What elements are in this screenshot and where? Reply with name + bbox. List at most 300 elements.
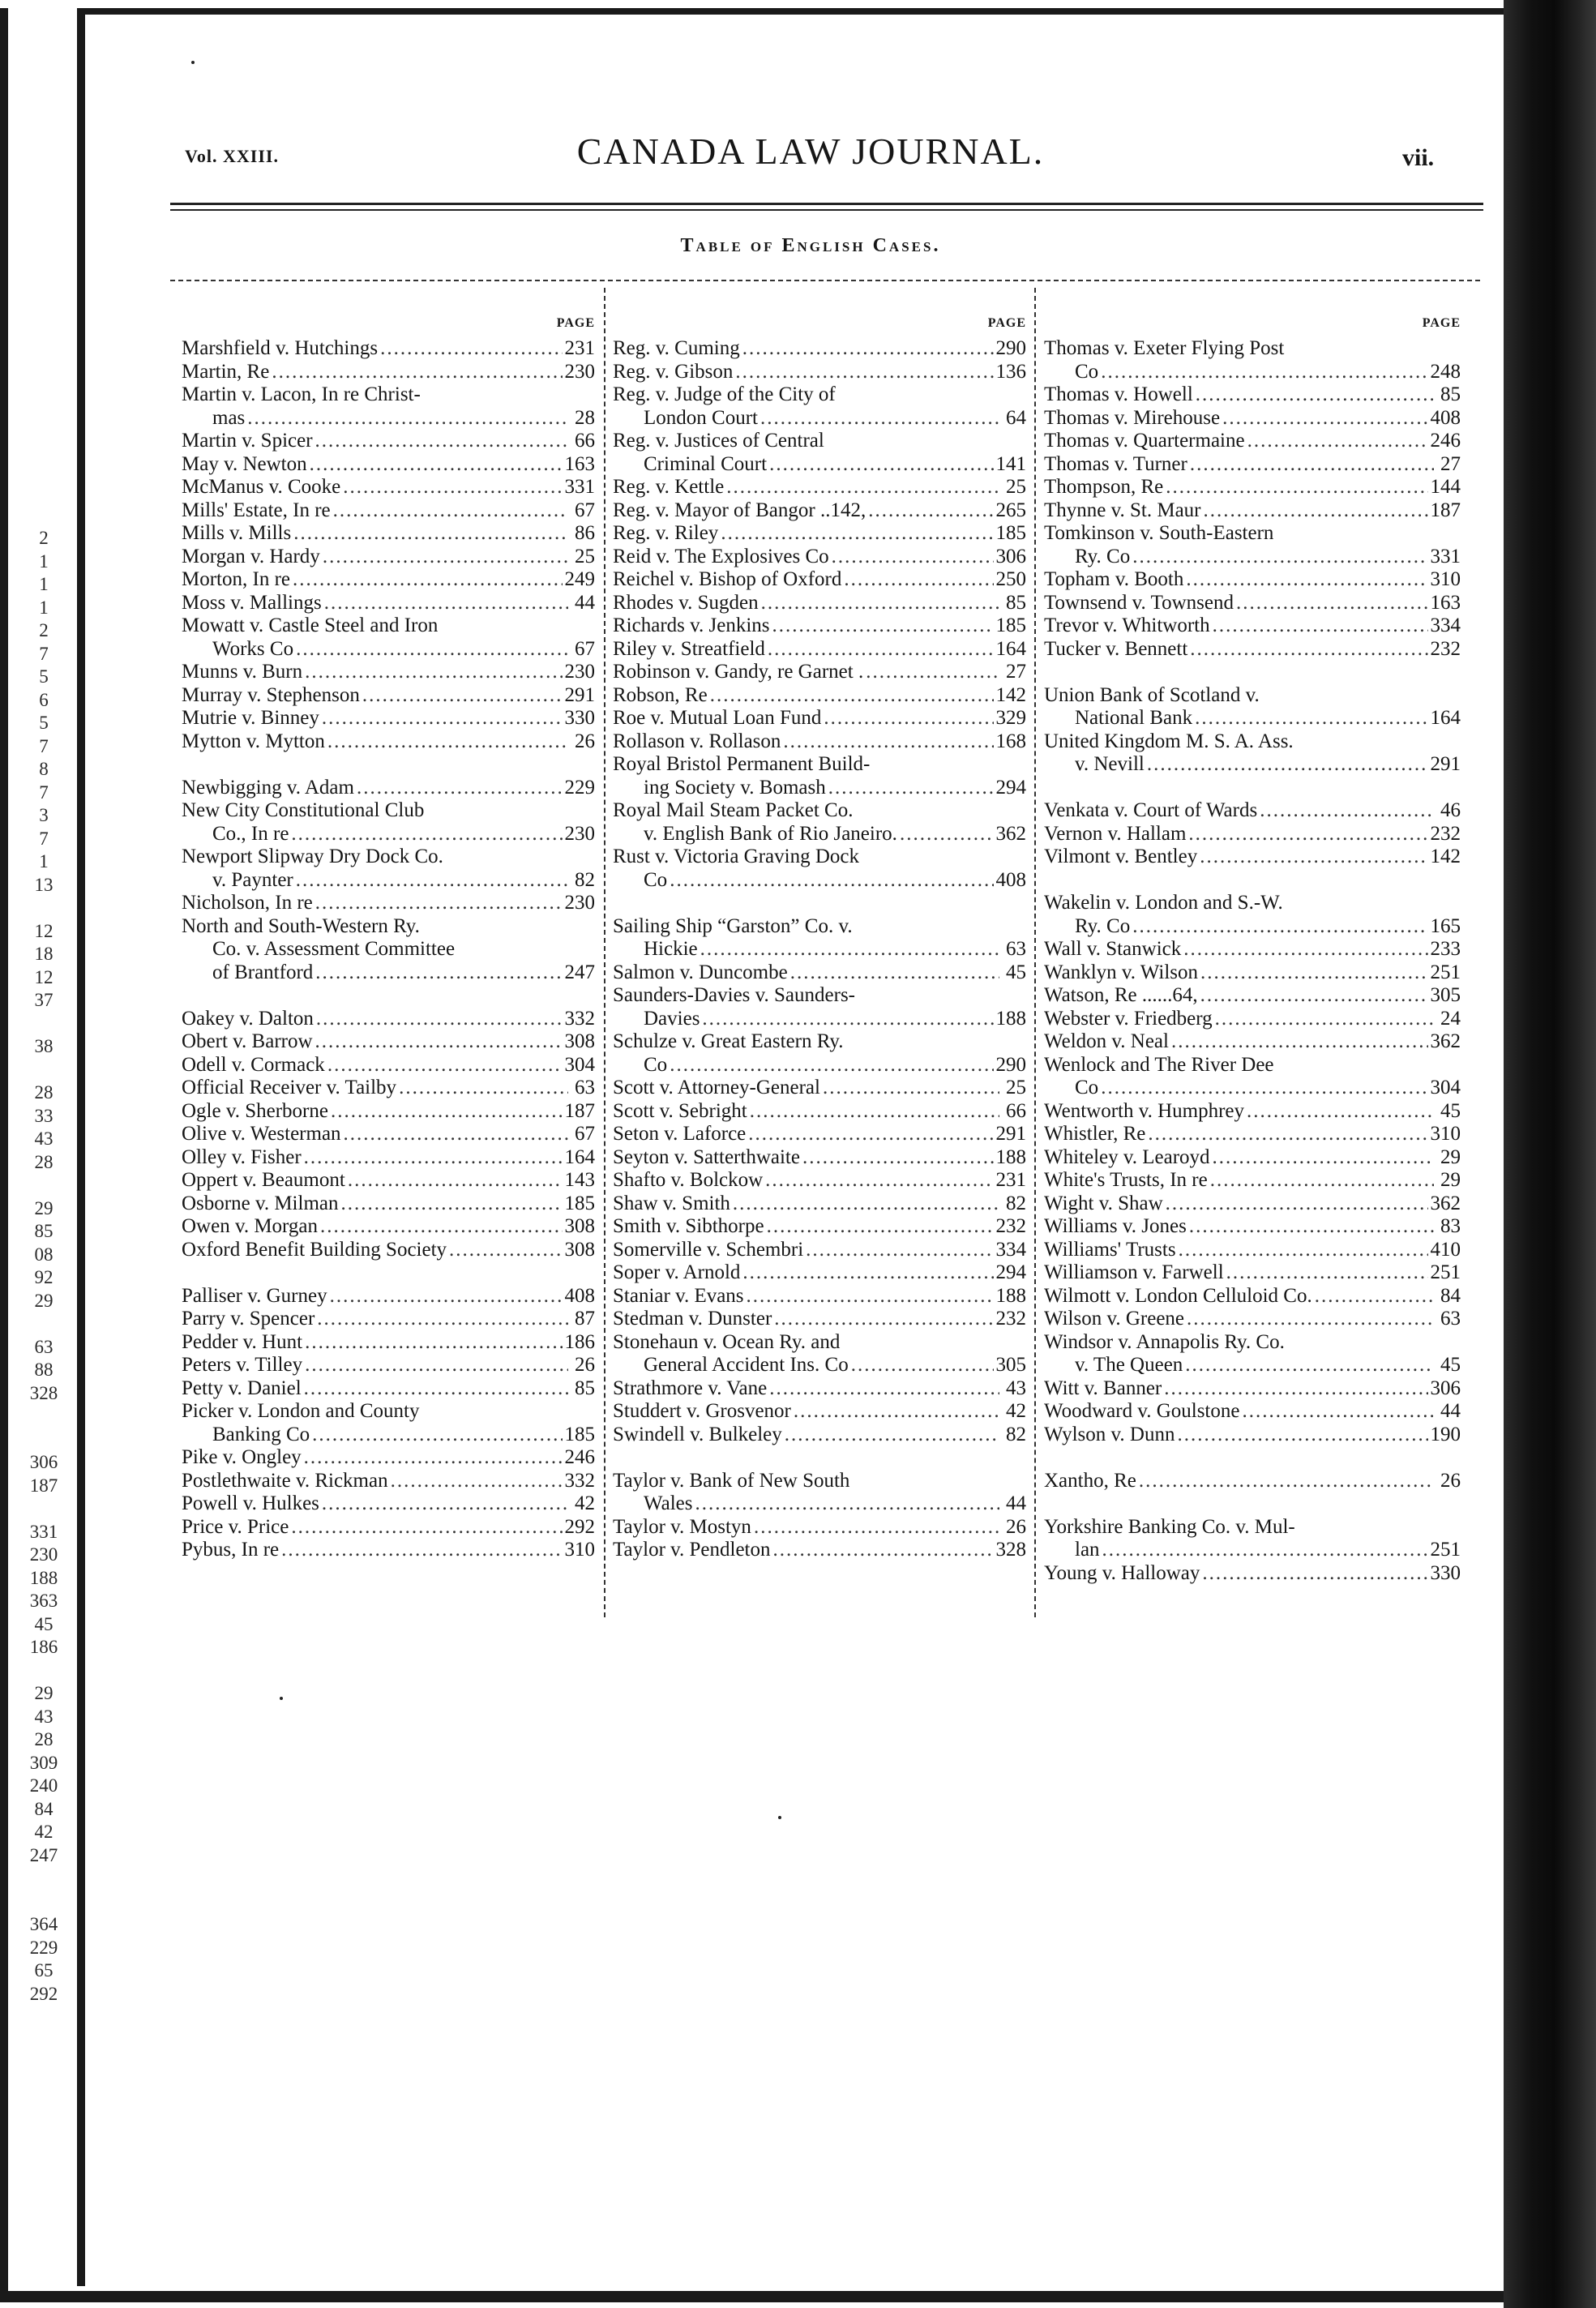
case-page-ref: 362 <box>995 822 1026 845</box>
margin-number <box>11 1659 76 1683</box>
case-entry <box>1044 568 1461 592</box>
margin-number: 364 <box>29 1914 58 1934</box>
scan-speck <box>280 1697 283 1700</box>
case-name: of Brantford <box>212 961 314 983</box>
page-column-label: PAGE <box>556 316 595 330</box>
case-page-ref: 142 <box>1430 846 1461 867</box>
case-entry <box>613 1492 1026 1516</box>
dot-leader <box>900 823 994 846</box>
dot-leader <box>783 730 993 754</box>
dot-leader <box>769 1377 999 1401</box>
case-name: Riley v. Streatfield <box>613 637 765 660</box>
dot-leader <box>868 499 993 523</box>
page-left-shadow <box>0 8 8 2302</box>
dot-leader <box>293 568 563 592</box>
dot-leader <box>750 1100 999 1124</box>
case-entry <box>182 476 595 499</box>
case-page-ref: 185 <box>995 522 1026 544</box>
journal-title: CANADA LAW JOURNAL. <box>576 131 1045 172</box>
case-page-ref: 410 <box>1430 1238 1461 1261</box>
case-name: Olley v. Fisher <box>182 1145 302 1168</box>
case-entry <box>613 730 1026 754</box>
case-page-ref: 66 <box>575 430 595 452</box>
case-page-ref: 305 <box>995 1354 1026 1376</box>
case-name: Robson, Re <box>613 683 708 706</box>
case-page-ref: 84 <box>1440 1284 1461 1307</box>
case-page-ref: 251 <box>1430 1261 1461 1283</box>
case-page-ref: 291 <box>1430 753 1461 775</box>
margin-number: 306 <box>29 1452 58 1472</box>
margin-number: 18 <box>34 944 53 964</box>
case-entry <box>1044 430 1461 453</box>
case-page-ref: 331 <box>1430 545 1461 567</box>
dot-leader <box>1200 984 1428 1008</box>
section-gap <box>613 1446 1026 1470</box>
case-entry <box>182 430 595 453</box>
case-entry <box>182 1446 595 1470</box>
case-entry <box>182 1539 595 1562</box>
margin-number: 7 <box>39 828 49 849</box>
dot-leader <box>296 638 568 662</box>
margin-number: 12 <box>34 920 53 941</box>
case-page-ref: 67 <box>575 1123 595 1145</box>
dot-leader <box>748 1123 993 1146</box>
case-name: Murray v. Stephenson <box>182 683 360 706</box>
case-entry <box>182 1400 595 1424</box>
dot-leader <box>1242 1400 1434 1424</box>
case-entry <box>613 984 1026 1008</box>
dot-leader <box>316 1008 563 1031</box>
margin-number <box>11 1059 76 1082</box>
dot-leader <box>327 730 568 754</box>
case-entry <box>1044 1470 1461 1493</box>
case-page-ref: 63 <box>1440 1308 1461 1330</box>
dot-leader <box>1315 1285 1434 1308</box>
case-name: Morton, In re <box>182 568 290 590</box>
case-page-ref: 185 <box>564 1192 595 1214</box>
case-name: Reg. v. Judge of the City of <box>613 383 836 405</box>
case-page-ref: 306 <box>995 545 1026 567</box>
case-page-ref: 310 <box>1430 568 1461 590</box>
case-entry <box>1044 892 1461 915</box>
margin-number: 331 <box>29 1521 58 1542</box>
case-name: Williams v. Jones <box>1044 1215 1187 1237</box>
case-name: Reid v. The Explosives Co <box>613 545 829 567</box>
case-name: Whistler, Re <box>1044 1123 1146 1145</box>
margin-number: 5 <box>39 713 49 733</box>
case-entry <box>182 1516 595 1539</box>
case-name: Pike v. Ongley <box>182 1446 302 1468</box>
margin-number: 1 <box>39 574 49 594</box>
case-page-ref: 328 <box>995 1539 1026 1561</box>
case-page-ref: 330 <box>1430 1561 1461 1584</box>
margin-number: 309 <box>29 1752 58 1773</box>
dot-leader <box>851 1354 994 1377</box>
case-entry <box>1044 592 1461 615</box>
dot-leader <box>315 961 562 985</box>
case-page-ref: 246 <box>564 1446 595 1468</box>
case-page-ref: 25 <box>575 545 595 567</box>
case-entry <box>1044 984 1461 1008</box>
dot-leader <box>1164 1377 1427 1401</box>
case-name: Reg. v. Gibson <box>613 360 734 383</box>
case-page-ref: 408 <box>995 868 1026 891</box>
case-name: Ry. Co <box>1075 914 1131 937</box>
case-name: Witt v. Banner <box>1044 1377 1162 1399</box>
margin-number: 7 <box>39 735 49 756</box>
case-entry <box>182 383 595 407</box>
dot-leader <box>1200 961 1427 985</box>
case-entry <box>613 638 1026 662</box>
case-name: Topham v. Booth <box>1044 568 1184 590</box>
margin-number: 28 <box>34 1729 53 1749</box>
section-gap <box>1044 777 1461 800</box>
case-page-ref: 290 <box>995 337 1026 359</box>
case-page-ref: 188 <box>995 1284 1026 1307</box>
case-name: Palliser v. Gurney <box>182 1284 327 1307</box>
dot-leader <box>449 1239 562 1262</box>
dot-leader <box>1183 938 1427 961</box>
case-name: Vernon v. Hallam <box>1044 822 1187 845</box>
case-name: Young v. Halloway <box>1044 1561 1200 1584</box>
case-name: Townsend v. Townsend <box>1044 591 1234 614</box>
case-name: White's Trusts, In re <box>1044 1169 1208 1191</box>
case-name: United Kingdom M. S. A. Ass. <box>1044 730 1294 752</box>
margin-number <box>11 1497 76 1521</box>
case-entry <box>182 1354 595 1377</box>
case-name: Osborne v. Milman <box>182 1192 339 1214</box>
case-page-ref: 186 <box>564 1330 595 1353</box>
case-entry <box>1044 1008 1461 1031</box>
case-page-ref: 305 <box>1430 984 1461 1006</box>
dot-leader <box>320 1215 562 1239</box>
case-page-ref: 408 <box>1430 406 1461 429</box>
case-page-ref: 247 <box>564 961 595 983</box>
case-name: Olive v. Westerman <box>182 1123 341 1145</box>
dot-leader <box>1179 1239 1428 1262</box>
case-page-ref: 308 <box>564 1238 595 1261</box>
case-page-ref: 82 <box>1006 1192 1026 1214</box>
dot-leader <box>305 661 562 684</box>
case-name: Tomkinson v. South-Eastern <box>1044 522 1274 544</box>
case-name: Thomas v. Howell <box>1044 383 1193 405</box>
case-name: Seyton v. Satterthwaite <box>613 1145 800 1168</box>
page-number: vii. <box>1402 144 1435 171</box>
dot-leader <box>785 1424 999 1447</box>
case-entry <box>613 707 1026 730</box>
case-name: New City Constitutional Club <box>182 799 425 821</box>
book-spine <box>1504 0 1596 2308</box>
section-gap <box>613 892 1026 915</box>
case-name: Strathmore v. Vane <box>613 1377 768 1399</box>
case-name: Union Bank of Scotland v. <box>1044 683 1260 706</box>
dot-leader <box>247 407 568 430</box>
case-entry <box>182 1308 595 1331</box>
dot-leader <box>742 1261 993 1285</box>
case-entry <box>182 799 595 823</box>
dot-leader <box>323 546 568 569</box>
case-name: Williams' Trusts <box>1044 1238 1176 1261</box>
dot-leader <box>1132 546 1427 569</box>
case-page-ref: 304 <box>564 1053 595 1076</box>
margin-number: 7 <box>39 781 49 803</box>
case-page-ref: 63 <box>575 1077 595 1098</box>
case-name: Moss v. Mallings <box>182 591 322 614</box>
scan-border-top <box>77 8 1504 15</box>
case-entry <box>613 337 1026 361</box>
case-entry <box>1044 1331 1461 1355</box>
facing-page-margin-numbers <box>11 527 76 2006</box>
dot-leader <box>769 453 993 477</box>
case-entry <box>182 1054 595 1077</box>
dot-leader <box>767 1215 994 1239</box>
case-name: Rollason v. Rollason <box>613 730 781 752</box>
case-name: Taylor v. Mostyn <box>613 1515 751 1538</box>
case-name: Obert v. Barrow <box>182 1030 313 1052</box>
margin-number: 3 <box>39 805 49 825</box>
case-entry <box>613 961 1026 985</box>
case-entry <box>613 499 1026 523</box>
case-entry <box>182 1285 595 1308</box>
case-entry <box>182 522 595 546</box>
case-name: Martin, Re <box>182 360 270 383</box>
case-entry <box>613 1215 1026 1239</box>
case-entry <box>182 1008 595 1031</box>
dot-leader <box>802 1146 994 1170</box>
dot-leader <box>317 1308 568 1331</box>
case-name: Ry. Co <box>1075 545 1131 567</box>
dot-leader <box>1166 476 1427 499</box>
case-entry <box>182 1100 595 1124</box>
dot-leader <box>1204 499 1428 523</box>
margin-number: 12 <box>34 966 53 987</box>
case-name: Williamson v. Farwell <box>1044 1261 1224 1283</box>
dot-leader <box>790 961 999 985</box>
margin-number: 292 <box>29 1983 58 2004</box>
margin-number: 1 <box>39 851 49 871</box>
case-page-ref: 232 <box>1430 822 1461 845</box>
case-page-ref: 44 <box>1006 1492 1026 1514</box>
case-page-ref: 28 <box>575 406 595 429</box>
case-entry <box>182 915 595 939</box>
case-entry <box>613 1470 1026 1493</box>
dot-leader <box>1102 1539 1428 1562</box>
dot-leader <box>1260 799 1434 823</box>
case-entry <box>1044 1193 1461 1216</box>
case-name: Thomas v. Turner <box>1044 452 1187 475</box>
case-entry <box>1044 337 1461 361</box>
case-entry <box>1044 1123 1461 1146</box>
case-page-ref: 294 <box>995 1261 1026 1283</box>
dot-leader <box>1132 915 1427 939</box>
case-entry <box>182 546 595 569</box>
case-name: lan <box>1075 1539 1100 1561</box>
case-name: Petty v. Daniel <box>182 1377 302 1399</box>
case-entry <box>1044 1516 1461 1539</box>
case-entry <box>613 915 1026 939</box>
case-name: Morgan v. Hardy <box>182 545 320 567</box>
margin-number: 7 <box>39 643 49 664</box>
case-name: Davies <box>644 1007 700 1030</box>
case-entry <box>1044 1169 1461 1193</box>
case-entry <box>613 1239 1026 1262</box>
margin-number: 08 <box>34 1244 53 1265</box>
case-name: Co <box>1075 1077 1099 1098</box>
case-entry <box>1044 915 1461 939</box>
case-name: Wilmott v. London Celluloid Co. <box>1044 1284 1312 1307</box>
case-page-ref: 163 <box>564 452 595 475</box>
case-entry <box>613 361 1026 384</box>
case-page-ref: 332 <box>564 1007 595 1030</box>
case-entry <box>182 1169 595 1193</box>
case-column-3 <box>1044 316 1461 1585</box>
case-entry <box>613 938 1026 961</box>
case-name: Owen v. Morgan <box>182 1215 319 1237</box>
dot-leader <box>832 546 994 569</box>
case-entry <box>1044 614 1461 638</box>
dot-leader <box>315 430 568 453</box>
case-name: Webster v. Friedberg <box>1044 1007 1213 1030</box>
case-name: Scott v. Attorney-General <box>613 1077 820 1098</box>
case-page-ref: 29 <box>1440 1169 1461 1191</box>
margin-number: 1 <box>39 597 49 618</box>
case-entry <box>1044 1215 1461 1239</box>
case-entry <box>1044 1146 1461 1170</box>
case-name: Pybus, In re <box>182 1539 280 1561</box>
case-entry <box>613 1008 1026 1031</box>
case-page-ref: 294 <box>995 776 1026 799</box>
section-gap <box>1044 661 1461 684</box>
case-page-ref: 45 <box>1440 1354 1461 1376</box>
case-name: Postlethwaite v. Rickman <box>182 1469 388 1492</box>
case-entry <box>613 1331 1026 1355</box>
margin-number <box>11 1174 76 1197</box>
case-name: Wanklyn v. Wilson <box>1044 961 1199 983</box>
case-name: Nicholson, In re <box>182 892 313 914</box>
dot-leader <box>362 684 563 708</box>
case-page-ref: 66 <box>1006 1099 1026 1122</box>
dot-leader <box>330 1285 563 1308</box>
case-name: Schulze v. Great Eastern Ry. <box>613 1030 844 1052</box>
case-page-ref: 185 <box>564 1423 595 1445</box>
case-name: Newport Slipway Dry Dock Co. <box>182 846 443 867</box>
case-entry <box>182 707 595 730</box>
case-page-ref: 45 <box>1006 961 1026 983</box>
case-page-ref: 308 <box>564 1030 595 1052</box>
case-name: Yorkshire Banking Co. v. Mul- <box>1044 1515 1295 1538</box>
case-name: Official Receiver v. Tailby <box>182 1077 397 1098</box>
case-entry <box>182 1239 595 1262</box>
case-name: Scott v. Sebright <box>613 1099 747 1122</box>
dot-leader <box>1200 846 1427 869</box>
case-entry <box>1044 1308 1461 1331</box>
case-name: Seton v. Laforce <box>613 1123 747 1145</box>
margin-number <box>11 897 76 920</box>
case-name: Criminal Court <box>644 452 768 475</box>
margin-number: 13 <box>34 874 53 895</box>
case-entry <box>613 407 1026 430</box>
case-name: Mills' Estate, In re <box>182 499 331 521</box>
case-name: Powell v. Hulkes <box>182 1492 319 1514</box>
dot-leader <box>1101 361 1427 384</box>
case-entry <box>1044 684 1461 708</box>
case-name: London Court <box>644 406 758 429</box>
case-page-ref: 233 <box>1430 938 1461 960</box>
case-entry <box>613 661 1026 684</box>
case-name: Oakey v. Dalton <box>182 1007 314 1030</box>
case-entry <box>182 846 595 869</box>
case-name: Martin v. Spicer <box>182 430 313 452</box>
case-name: Wylson v. Dunn <box>1044 1423 1175 1445</box>
case-page-ref: 246 <box>1430 430 1461 452</box>
dot-leader <box>322 707 563 730</box>
margin-number: 85 <box>34 1221 53 1241</box>
dot-leader <box>1101 1077 1427 1100</box>
case-entry <box>182 961 595 985</box>
dot-leader <box>1195 707 1427 730</box>
case-name: Marshfield v. Hutchings <box>182 337 379 359</box>
margin-number: 1 <box>39 550 49 572</box>
case-entry <box>1044 1424 1461 1447</box>
case-name: Staniar v. Evans <box>613 1284 744 1307</box>
dot-leader <box>773 1539 994 1562</box>
case-entry <box>1044 707 1461 730</box>
case-page-ref: 44 <box>1440 1400 1461 1422</box>
case-page-ref: 143 <box>564 1169 595 1191</box>
case-entry <box>1044 1285 1461 1308</box>
case-name: Oxford Benefit Building Society <box>182 1238 447 1261</box>
case-entry <box>182 1193 595 1216</box>
case-page-ref: 232 <box>1430 637 1461 660</box>
margin-number: 65 <box>34 1960 53 1980</box>
case-page-ref: 26 <box>1440 1469 1461 1492</box>
dot-leader <box>844 568 993 592</box>
case-name: Weldon v. Neal <box>1044 1030 1169 1052</box>
dot-leader <box>296 869 568 893</box>
case-page-ref: 231 <box>995 1169 1026 1191</box>
case-entry <box>613 1539 1026 1562</box>
margin-number: 2 <box>39 528 49 548</box>
dot-leader <box>305 1331 562 1355</box>
case-entry <box>613 684 1026 708</box>
case-entry <box>613 1516 1026 1539</box>
case-name: Roe v. Mutual Loan Fund <box>613 707 822 729</box>
case-entry <box>1044 407 1461 430</box>
case-entry <box>1044 361 1461 384</box>
case-name: Royal Bristol Permanent Build- <box>613 753 871 775</box>
case-name: Taylor v. Pendleton <box>613 1539 771 1561</box>
dot-leader <box>322 1492 568 1516</box>
case-name: Taylor v. Bank of New South <box>613 1469 850 1492</box>
case-page-ref: 46 <box>1440 799 1461 821</box>
case-name: Windsor v. Annapolis Ry. Co. <box>1044 1330 1285 1353</box>
case-page-ref: 334 <box>995 1238 1026 1261</box>
case-name: Reichel v. Bishop of Oxford <box>613 568 842 590</box>
case-entry <box>182 892 595 915</box>
case-page-ref: 85 <box>1006 591 1026 614</box>
case-entry <box>613 592 1026 615</box>
margin-number: 28 <box>34 1082 53 1103</box>
margin-number: 28 <box>34 1151 53 1172</box>
case-name: Co <box>644 868 668 891</box>
margin-number <box>11 1867 76 1891</box>
dot-leader <box>806 1239 993 1262</box>
dot-leader <box>399 1077 568 1100</box>
margin-number: 33 <box>34 1105 53 1126</box>
dot-leader <box>315 892 563 915</box>
case-name: Vilmont v. Bentley <box>1044 846 1198 867</box>
case-entry <box>613 1054 1026 1077</box>
